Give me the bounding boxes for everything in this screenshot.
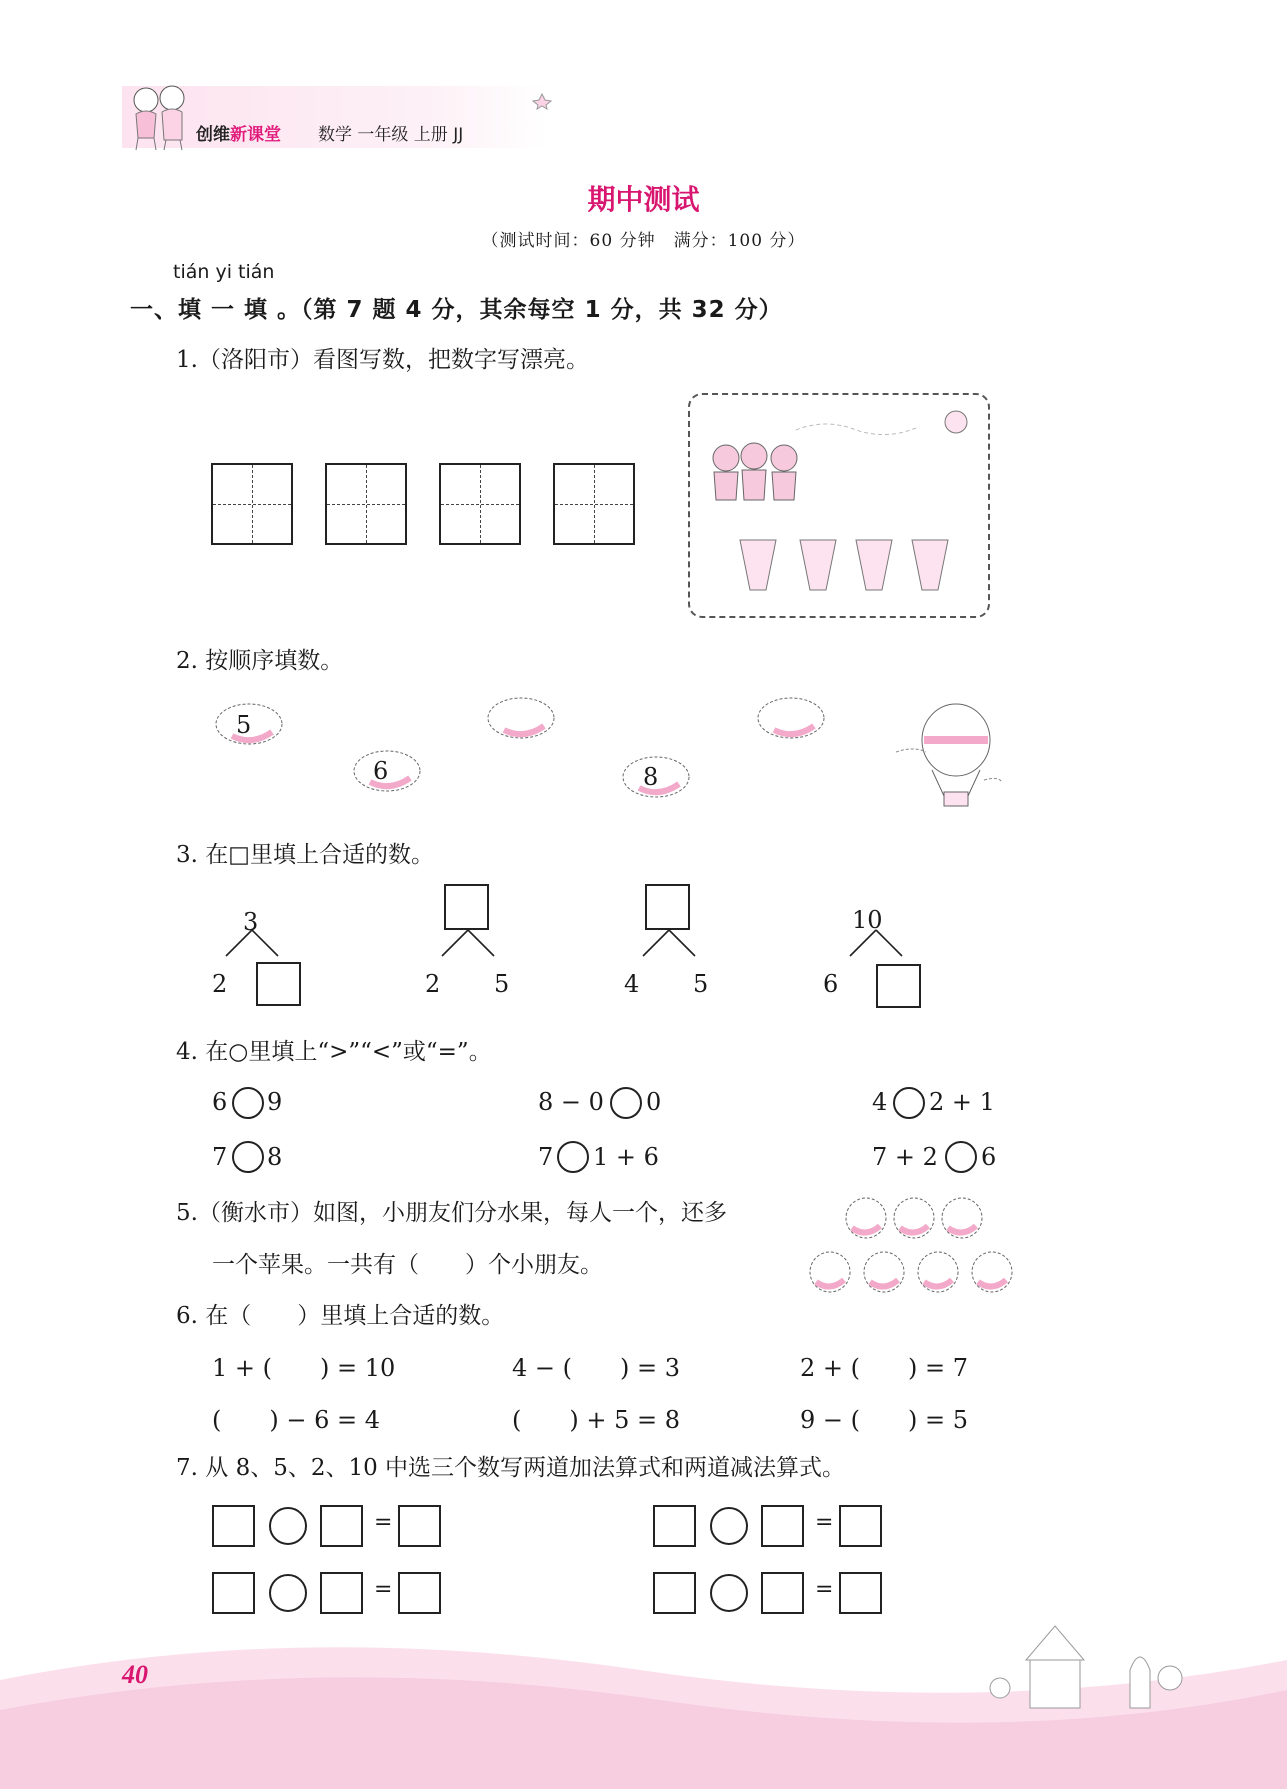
compare-circle[interactable] <box>557 1141 589 1173</box>
tree-left-number: 4 <box>624 970 640 998</box>
compare-circle[interactable] <box>893 1087 925 1119</box>
question-2: 2. 按顺序填数。 <box>176 648 344 674</box>
equals-sign: = <box>374 1510 393 1535</box>
compare-circle[interactable] <box>232 1141 264 1173</box>
writing-grid[interactable] <box>211 463 293 545</box>
question-3: 3. 在□里填上合适的数。 <box>176 842 434 868</box>
question-5-line2: 一个苹果。一共有（ ）个小朋友。 <box>212 1252 603 1278</box>
apples-illustration <box>808 1194 1018 1300</box>
children-and-plants-illustration <box>696 400 986 612</box>
page-title: 期中测试 <box>587 183 700 216</box>
fill-equation[interactable]: 1 + ( ) = 10 <box>212 1354 396 1382</box>
tree-left-number: 2 <box>212 970 228 998</box>
writing-grid[interactable] <box>439 463 521 545</box>
fill-equation[interactable]: ( ) − 6 = 4 <box>212 1406 380 1434</box>
compare-left: 7 <box>212 1143 228 1171</box>
compare-left: 7 <box>538 1143 554 1171</box>
question-7: 7. 从 8、5、2、10 中选三个数写两道加法算式和两道减法算式。 <box>176 1455 846 1481</box>
operator-circle[interactable] <box>710 1507 748 1545</box>
brand-name: 创维新课堂 <box>196 125 281 145</box>
answer-box[interactable] <box>256 962 301 1006</box>
equals-sign: = <box>374 1577 393 1602</box>
result-box[interactable] <box>398 1505 441 1547</box>
flower-icon <box>532 92 552 110</box>
operator-circle[interactable] <box>269 1507 307 1545</box>
compare-right: 9 <box>267 1088 283 1116</box>
header-kids-illustration <box>124 80 194 152</box>
writing-grid[interactable] <box>553 463 635 545</box>
question-5-line1: 5.（衡水市）如图，小朋友们分水果，每人一个，还多 <box>176 1200 727 1226</box>
cloud-number: 6 <box>373 757 389 785</box>
compare-circle[interactable] <box>610 1087 642 1119</box>
compare-circle[interactable] <box>945 1141 977 1173</box>
equals-sign: = <box>815 1510 834 1535</box>
tree-right-number: 5 <box>494 970 510 998</box>
compare-right: 6 <box>981 1143 997 1171</box>
answer-box[interactable] <box>876 964 921 1008</box>
cloud-number: 5 <box>236 711 252 739</box>
operand-box[interactable] <box>212 1505 255 1547</box>
footer-wave <box>0 1560 1287 1789</box>
operand-box[interactable] <box>320 1505 363 1547</box>
result-box[interactable] <box>839 1505 882 1547</box>
fill-equation[interactable]: 9 − ( ) = 5 <box>800 1406 968 1434</box>
cloud-number: 8 <box>643 763 659 791</box>
compare-right: 0 <box>646 1088 662 1116</box>
compare-left: 4 <box>872 1088 888 1116</box>
writing-grid[interactable] <box>325 463 407 545</box>
compare-right: 8 <box>267 1143 283 1171</box>
section-pinyin: tián yi tián <box>173 261 275 283</box>
cloud-blank[interactable] <box>484 692 558 744</box>
answer-box[interactable] <box>444 884 489 930</box>
hot-air-balloon-illustration <box>894 700 1004 814</box>
tree-right-number: 5 <box>693 970 709 998</box>
compare-right: 2 + 1 <box>929 1088 995 1116</box>
question-4: 4. 在○里填上“>”“<”或“=”。 <box>176 1039 492 1065</box>
number-split-trees <box>200 880 960 1010</box>
compare-circle[interactable] <box>232 1087 264 1119</box>
book-info: 数学 一年级 上册 JJ <box>318 125 464 145</box>
question-1: 1.（洛阳市）看图写数，把数字写漂亮。 <box>176 347 589 373</box>
tree-top-number: 10 <box>852 906 883 934</box>
compare-left: 7 + 2 <box>872 1143 938 1171</box>
compare-left: 8 − 0 <box>538 1088 604 1116</box>
question-6: 6. 在（ ）里填上合适的数。 <box>176 1303 505 1329</box>
test-info: （测试时间：60 分钟 满分：100 分） <box>481 231 806 251</box>
tree-top-number: 3 <box>243 908 259 936</box>
compare-right: 1 + 6 <box>593 1143 659 1171</box>
tree-left-number: 2 <box>425 970 441 998</box>
equals-sign: = <box>815 1577 834 1602</box>
compare-left: 6 <box>212 1088 228 1116</box>
tree-left-number: 6 <box>823 970 839 998</box>
fill-equation[interactable]: ( ) + 5 = 8 <box>512 1406 680 1434</box>
operand-box[interactable] <box>653 1505 696 1547</box>
fill-equation[interactable]: 2 + ( ) = 7 <box>800 1354 968 1382</box>
section-heading: 一、填 一 填 。（第 7 题 4 分，其余每空 1 分，共 32 分） <box>130 297 783 323</box>
cloud-blank[interactable] <box>754 692 828 744</box>
fill-equation[interactable]: 4 − ( ) = 3 <box>512 1354 680 1382</box>
answer-box[interactable] <box>645 884 690 930</box>
operand-box[interactable] <box>761 1505 804 1547</box>
page-number: 40 <box>122 1660 148 1689</box>
